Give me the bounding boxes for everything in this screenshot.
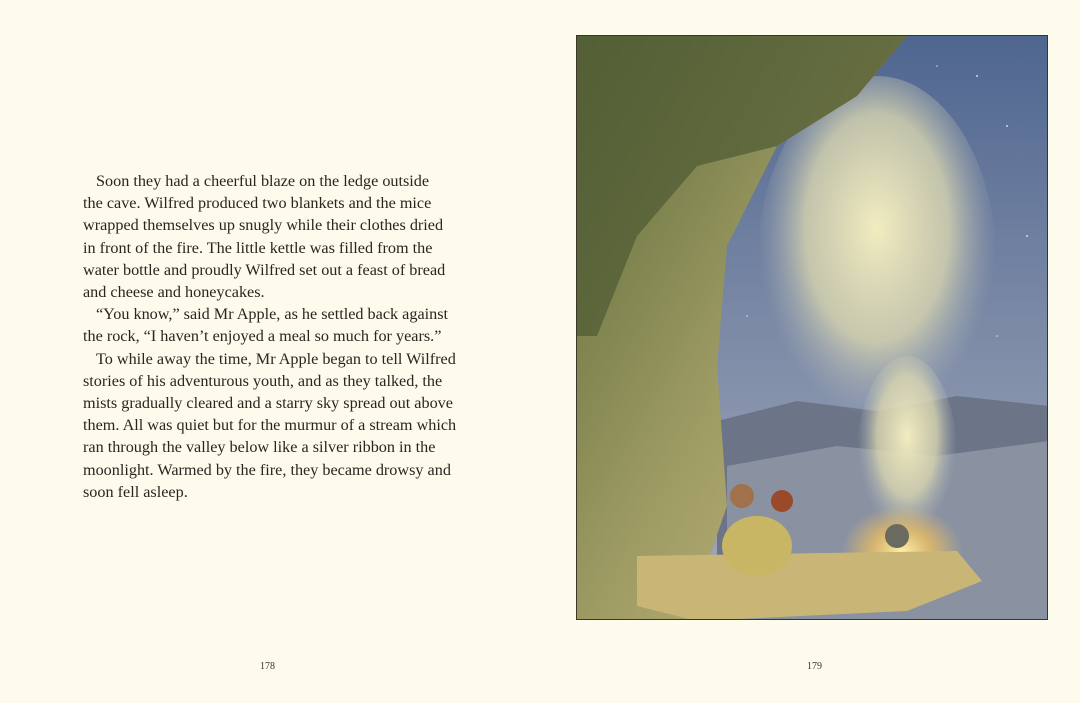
text-line: stories of his adventurous youth, and as they talked, the: [83, 371, 443, 390]
mouse-mr-apple: [730, 484, 754, 508]
illustration-drawing: [577, 36, 1048, 620]
text-line: ran through the valley below like a silver ribbon in the: [83, 438, 436, 457]
illustration-cave-campfire: [576, 35, 1048, 620]
text-line: in front of the fire. The little kettle was filled from the: [83, 238, 433, 257]
page-number-left: 178: [260, 661, 275, 672]
text-line: wrapped themselves up snugly while their clothes dried: [83, 216, 444, 235]
text-line: Soon they had a cheerful blaze on the ledge outside: [96, 172, 430, 190]
right-page: [540, 0, 1080, 703]
text-line: To while away the time, Mr Apple began to tell Wilfred: [96, 349, 456, 368]
text-line: them. All was quiet but for the murmur of a stream which: [83, 416, 457, 435]
text-line: soon fell asleep.: [83, 482, 188, 501]
text-line: mists gradually cleared and a starry sky spread out above: [83, 394, 453, 413]
page-number-right: 179: [807, 661, 822, 672]
text-line: moonlight. Warmed by the fire, they became drowsy and: [83, 460, 451, 479]
text-line: water bottle and proudly Wilfred set out a feast of bread: [83, 260, 446, 279]
text-line: and cheese and honeycakes.: [83, 283, 265, 302]
story-text: [83, 170, 483, 503]
text-line: the cave. Wilfred produced two blankets and the mice: [83, 194, 432, 213]
mouse-wilfred: [771, 490, 793, 512]
text-line: the rock, “I haven’t enjoyed a meal so much for years.”: [83, 327, 442, 346]
text-line: “You know,” said Mr Apple, as he settled back against: [96, 305, 449, 324]
mouse-blanket: [722, 516, 792, 576]
kettle: [885, 524, 909, 548]
